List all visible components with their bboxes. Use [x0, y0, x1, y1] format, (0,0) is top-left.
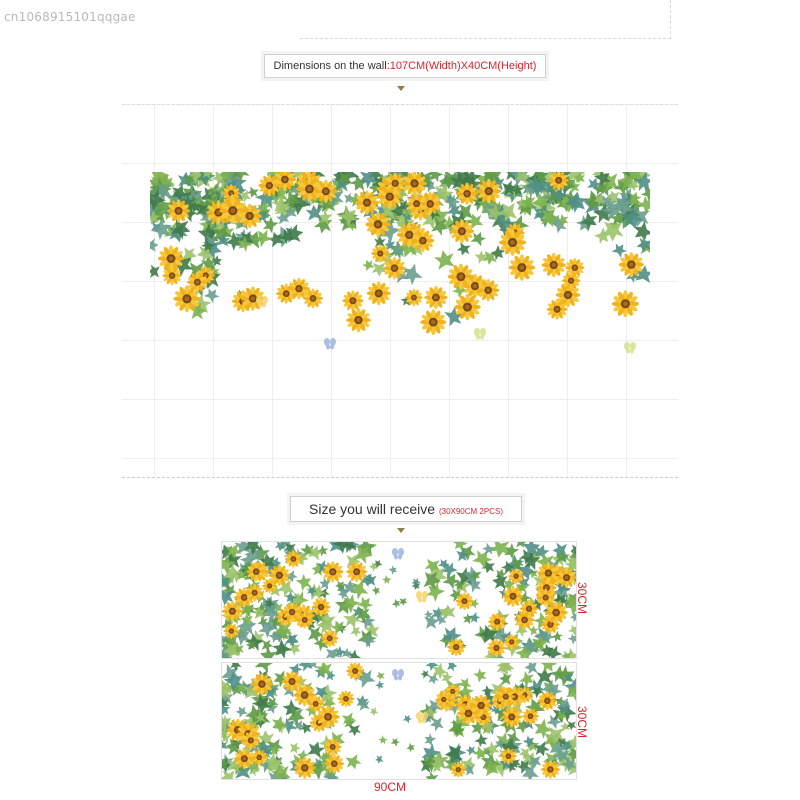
- sunflower-icon: [338, 690, 355, 707]
- ivy-leaf-icon: [381, 575, 392, 586]
- sunflower-vine-decal: [150, 172, 650, 372]
- ivy-leaf-icon: [636, 238, 650, 254]
- ivy-leaf-icon: [377, 735, 388, 746]
- sheet-2-artwork: [222, 663, 576, 779]
- ivy-leaf-icon: [150, 238, 159, 252]
- ivy-leaf-icon: [422, 732, 437, 747]
- ivy-leaf-icon: [406, 742, 417, 753]
- grid-bottom-border: [122, 477, 678, 478]
- butterfly-icon: [324, 338, 336, 350]
- ivy-leaf-icon: [292, 720, 305, 733]
- ivy-leaf-icon: [410, 576, 421, 587]
- sheet-1-height-label: 30CM: [575, 582, 589, 615]
- ivy-leaf-icon: [290, 742, 301, 753]
- ivy-leaf-icon: [361, 258, 376, 272]
- ivy-leaf-icon: [368, 706, 378, 717]
- wall-dimensions-label: [264, 54, 546, 78]
- butterfly-icon: [474, 328, 486, 340]
- ivy-leaf-icon: [222, 769, 236, 779]
- decal-sheet-1: [221, 541, 577, 659]
- ivy-leaf-icon: [433, 248, 456, 270]
- ivy-leaf-icon: [376, 672, 386, 681]
- wall-dimensions-value: 107CM(Width)X40CM(Height): [389, 60, 537, 72]
- ivy-leaf-icon: [461, 612, 474, 625]
- receive-size-prefix: Size you will receive: [309, 501, 436, 517]
- butterfly-icon: [392, 548, 404, 560]
- ivy-leaf-icon: [524, 663, 537, 674]
- ivy-leaf-icon: [424, 770, 439, 779]
- triangle-down-icon: [397, 528, 405, 533]
- wall-dimensions-prefix: Dimensions on the wall:: [273, 60, 390, 72]
- ivy-leaf-icon: [402, 713, 413, 724]
- sunflower-icon: [424, 286, 447, 309]
- ivy-leaf-icon: [447, 663, 458, 671]
- ivy-leaf-icon: [203, 285, 222, 304]
- grid-top-border: [122, 104, 678, 105]
- ivy-leaf-icon: [350, 625, 363, 638]
- ivy-leaf-icon: [474, 733, 491, 750]
- top-decoration-frame: [300, 0, 671, 39]
- ivy-leaf-icon: [388, 564, 399, 575]
- ivy-leaf-icon: [399, 598, 408, 606]
- sunflower-icon: [346, 308, 371, 333]
- ivy-leaf-icon: [344, 754, 363, 772]
- sunflower-icon: [541, 253, 566, 278]
- sunflower-icon: [509, 254, 536, 281]
- triangle-down-icon: [397, 86, 405, 91]
- ivy-leaf-icon: [371, 585, 382, 596]
- ivy-leaf-icon: [456, 242, 472, 257]
- sheet-width-label: 90CM: [374, 780, 407, 794]
- ivy-leaf-icon: [473, 667, 490, 684]
- decal-sheet-2: [221, 662, 577, 780]
- ivy-leaf-icon: [375, 680, 386, 691]
- receive-size-value: (30X90CM 2PCS): [438, 507, 503, 516]
- sheet-2-height-label: 30CM: [575, 706, 589, 739]
- sunflower-icon: [612, 290, 639, 317]
- receive-size-label: [290, 496, 522, 522]
- ivy-leaf-icon: [465, 744, 478, 756]
- sunflower-icon: [342, 290, 363, 311]
- ivy-leaf-icon: [567, 622, 576, 637]
- sunflower-icon: [420, 309, 446, 335]
- ivy-leaf-icon: [420, 668, 431, 678]
- ivy-leaf-icon: [390, 736, 401, 747]
- sunflower-icon: [367, 281, 391, 305]
- sheet-1-artwork: [222, 542, 576, 658]
- ivy-leaf-icon: [253, 663, 275, 673]
- butterfly-icon: [392, 669, 404, 681]
- butterfly-icon: [624, 342, 636, 354]
- ivy-leaf-icon: [374, 755, 383, 765]
- butterfly-icon: [416, 591, 428, 603]
- ivy-leaf-icon: [150, 264, 160, 278]
- watermark-text: cn1068915101qqgae: [4, 10, 136, 24]
